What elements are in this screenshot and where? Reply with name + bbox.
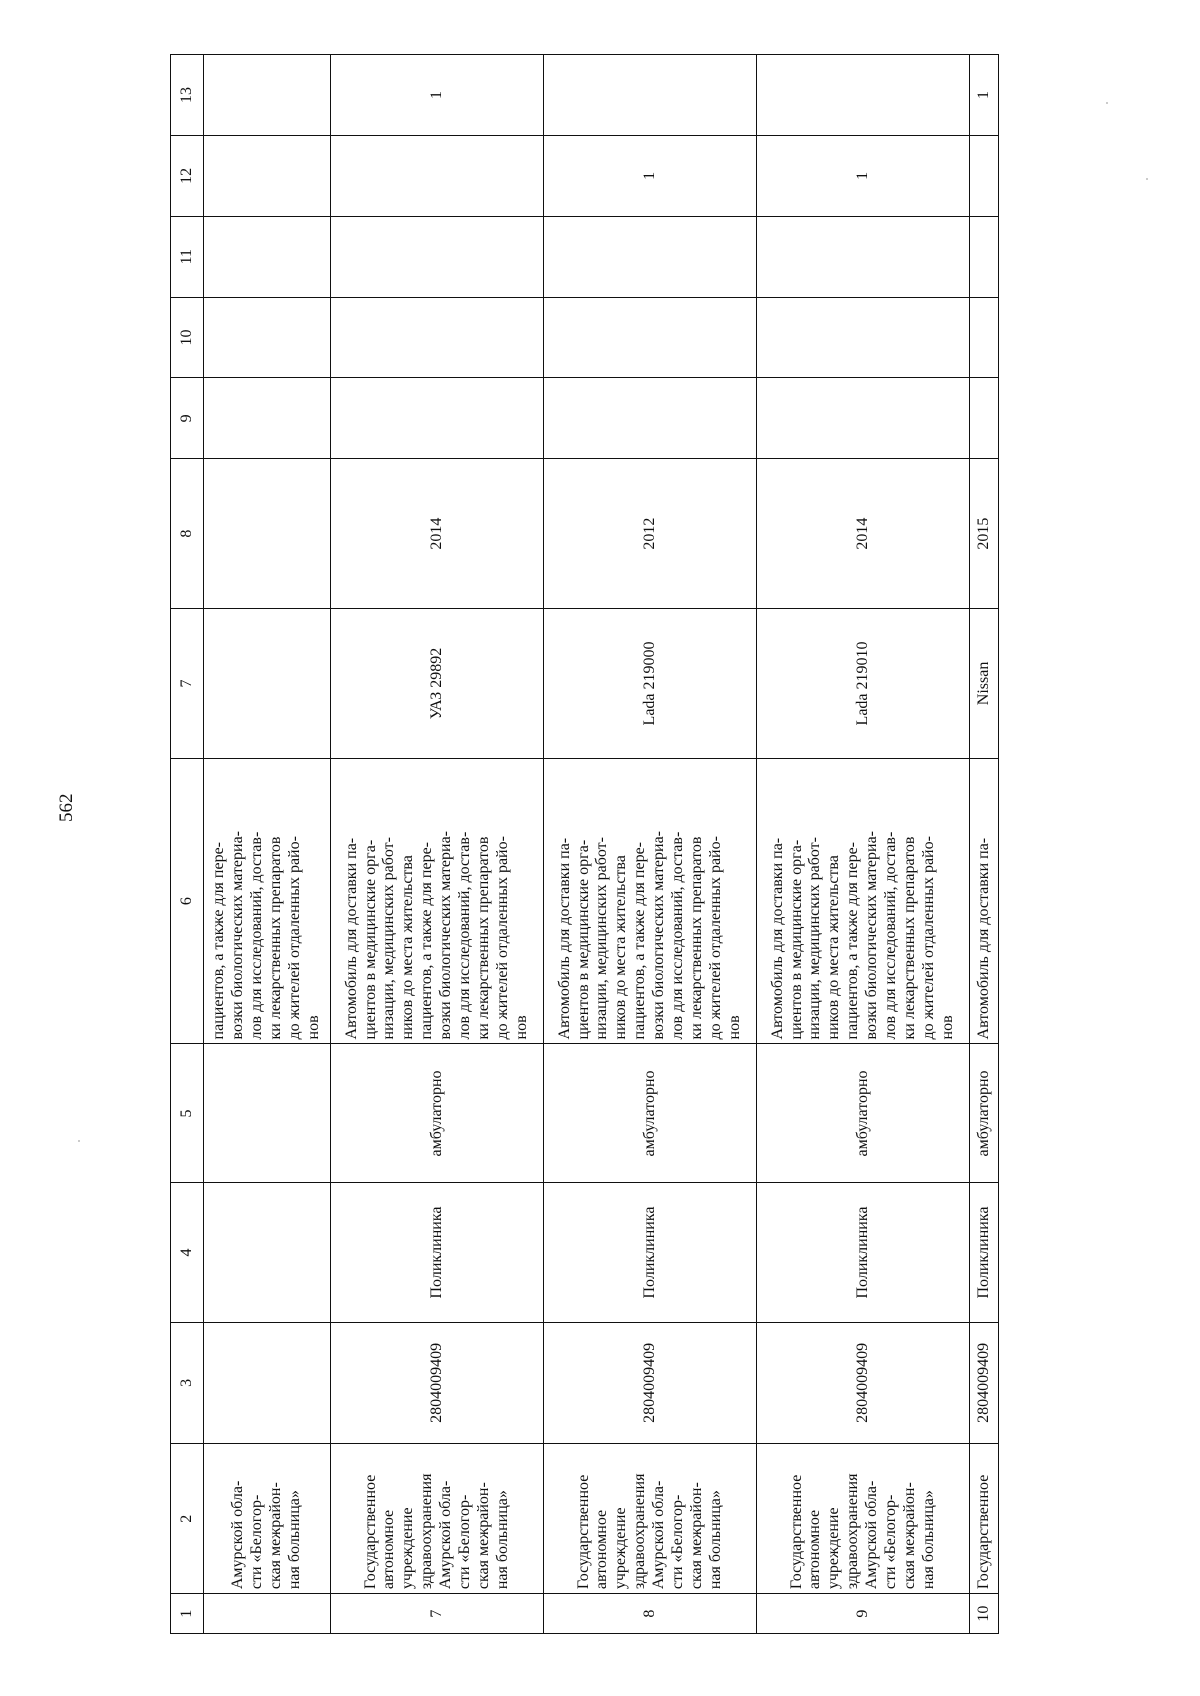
cell-col-12: 1 (757, 135, 970, 216)
cell-col-9 (970, 378, 999, 459)
cell-col-11 (204, 216, 331, 297)
vehicle-model-cell: Lada 219010 (757, 609, 970, 759)
cell-col-13 (757, 55, 970, 136)
table-row (204, 55, 331, 1634)
inn-cell: 2804009409 (970, 1322, 999, 1444)
col-header-13: 13 (171, 55, 204, 136)
unit-cell (204, 1183, 331, 1322)
cell-col-11 (331, 216, 544, 297)
rotated-table-container (170, 54, 1070, 1634)
scan-speck (1106, 102, 1108, 104)
table-row (544, 55, 757, 1634)
vehicle-table (170, 54, 999, 1634)
cell-col-10 (970, 297, 999, 378)
vehicle-model-cell (204, 609, 331, 759)
year-cell: 2015 (970, 459, 999, 609)
col-header-2: 2 (171, 1444, 204, 1594)
cell-col-12: 1 (544, 135, 757, 216)
vehicle-model-cell: Nissan (970, 609, 999, 759)
col-header-4: 4 (171, 1183, 204, 1322)
table-row (331, 55, 544, 1634)
col-header-10: 10 (171, 297, 204, 378)
purpose-cell: Автомобиль для доставки па- циентов в медицинские орга- низации, медицинских работ- ников до места жительства пациентов, а также для пере- возки биологических материа- лов для исследований, достав- ки лекарственных препаратов до жителей отдаленных райо- нов (757, 758, 970, 1044)
organization-cell: Государственное автономное учреждение здравоохранения Амурской обла- сти «Белогор- ская межрайон- ная больница» (331, 1444, 544, 1594)
care-type-cell: амбулаторно (970, 1044, 999, 1183)
care-type-cell: амбулаторно (331, 1044, 544, 1183)
inn-cell: 2804009409 (331, 1322, 544, 1444)
cell-col-12 (331, 135, 544, 216)
care-type-cell: амбулаторно (544, 1044, 757, 1183)
unit-cell: Поликлиника (544, 1183, 757, 1322)
cell-col-13 (544, 55, 757, 136)
care-type-cell (204, 1044, 331, 1183)
year-cell: 2014 (331, 459, 544, 609)
organization-cell: Государственное автономное учреждение здравоохранения Амурской обла- сти «Белогор- ская межрайон- ная больница» (544, 1444, 757, 1594)
cell-col-13: 1 (331, 55, 544, 136)
col-header-3: 3 (171, 1322, 204, 1444)
cell-col-13 (204, 55, 331, 136)
cell-col-11 (544, 216, 757, 297)
care-type-cell: амбулаторно (757, 1044, 970, 1183)
col-header-5: 5 (171, 1044, 204, 1183)
vehicle-model-cell: УАЗ 29892 (331, 609, 544, 759)
cell-col-13: 1 (970, 55, 999, 136)
cell-col-10 (757, 297, 970, 378)
organization-cell: Государственное автономное учреждение здравоохранения Амурской обла- сти «Белогор- ская межрайон- ная больница» (757, 1444, 970, 1594)
purpose-cell: Автомобиль для доставки па- циентов в медицинские орга- низации, медицинских работ- ников до места жительства пациентов, а также для пере- возки биологических материа- лов для исследований, достав- ки лекарственных препаратов до жителей отдаленных райо- нов (331, 758, 544, 1044)
year-cell: 2014 (757, 459, 970, 609)
vehicle-model-cell: Lada 219000 (544, 609, 757, 759)
cell-col-11 (757, 216, 970, 297)
unit-cell: Поликлиника (970, 1183, 999, 1322)
cell-col-9 (757, 378, 970, 459)
row-number (204, 1594, 331, 1634)
table-row (757, 55, 970, 1634)
col-header-12: 12 (171, 135, 204, 216)
column-number-row (171, 55, 204, 1634)
inn-cell (204, 1322, 331, 1444)
cell-col-10 (204, 297, 331, 378)
col-header-7: 7 (171, 609, 204, 759)
purpose-cell: Автомобиль для доставки па- (970, 758, 999, 1044)
col-header-8: 8 (171, 459, 204, 609)
year-cell (204, 459, 331, 609)
cell-col-9 (544, 378, 757, 459)
col-header-9: 9 (171, 378, 204, 459)
unit-cell: Поликлиника (757, 1183, 970, 1322)
cell-col-11 (970, 216, 999, 297)
row-number: 7 (331, 1594, 544, 1634)
col-header-1: 1 (171, 1594, 204, 1634)
inn-cell: 2804009409 (544, 1322, 757, 1444)
scan-speck (78, 1140, 80, 1142)
cell-col-12 (970, 135, 999, 216)
cell-col-12 (204, 135, 331, 216)
cell-col-9 (204, 378, 331, 459)
row-number: 10 (970, 1594, 999, 1634)
cell-col-10 (544, 297, 757, 378)
year-cell: 2012 (544, 459, 757, 609)
table-row (970, 55, 999, 1634)
col-header-6: 6 (171, 758, 204, 1044)
unit-cell: Поликлиника (331, 1183, 544, 1322)
inn-cell: 2804009409 (757, 1322, 970, 1444)
purpose-cell: пациентов, а также для пере- возки биологических материа- лов для исследований, достав- ки лекарственных препаратов до жителей отдаленных райо- нов (204, 758, 331, 1044)
row-number: 9 (757, 1594, 970, 1634)
cell-col-10 (331, 297, 544, 378)
organization-cell: Амурской обла- сти «Белогор- ская межрайон- ная больница» (204, 1444, 331, 1594)
page-number: 562 (56, 793, 77, 822)
scan-speck (1146, 178, 1148, 180)
organization-cell: Государственное (970, 1444, 999, 1594)
col-header-11: 11 (171, 216, 204, 297)
cell-col-9 (331, 378, 544, 459)
row-number: 8 (544, 1594, 757, 1634)
purpose-cell: Автомобиль для доставки па- циентов в медицинские орга- низации, медицинских работ- ников до места жительства пациентов, а также для пере- возки биологических материа- лов для исследований, достав- ки лекарственных препаратов до жителей отдаленных райо- нов (544, 758, 757, 1044)
